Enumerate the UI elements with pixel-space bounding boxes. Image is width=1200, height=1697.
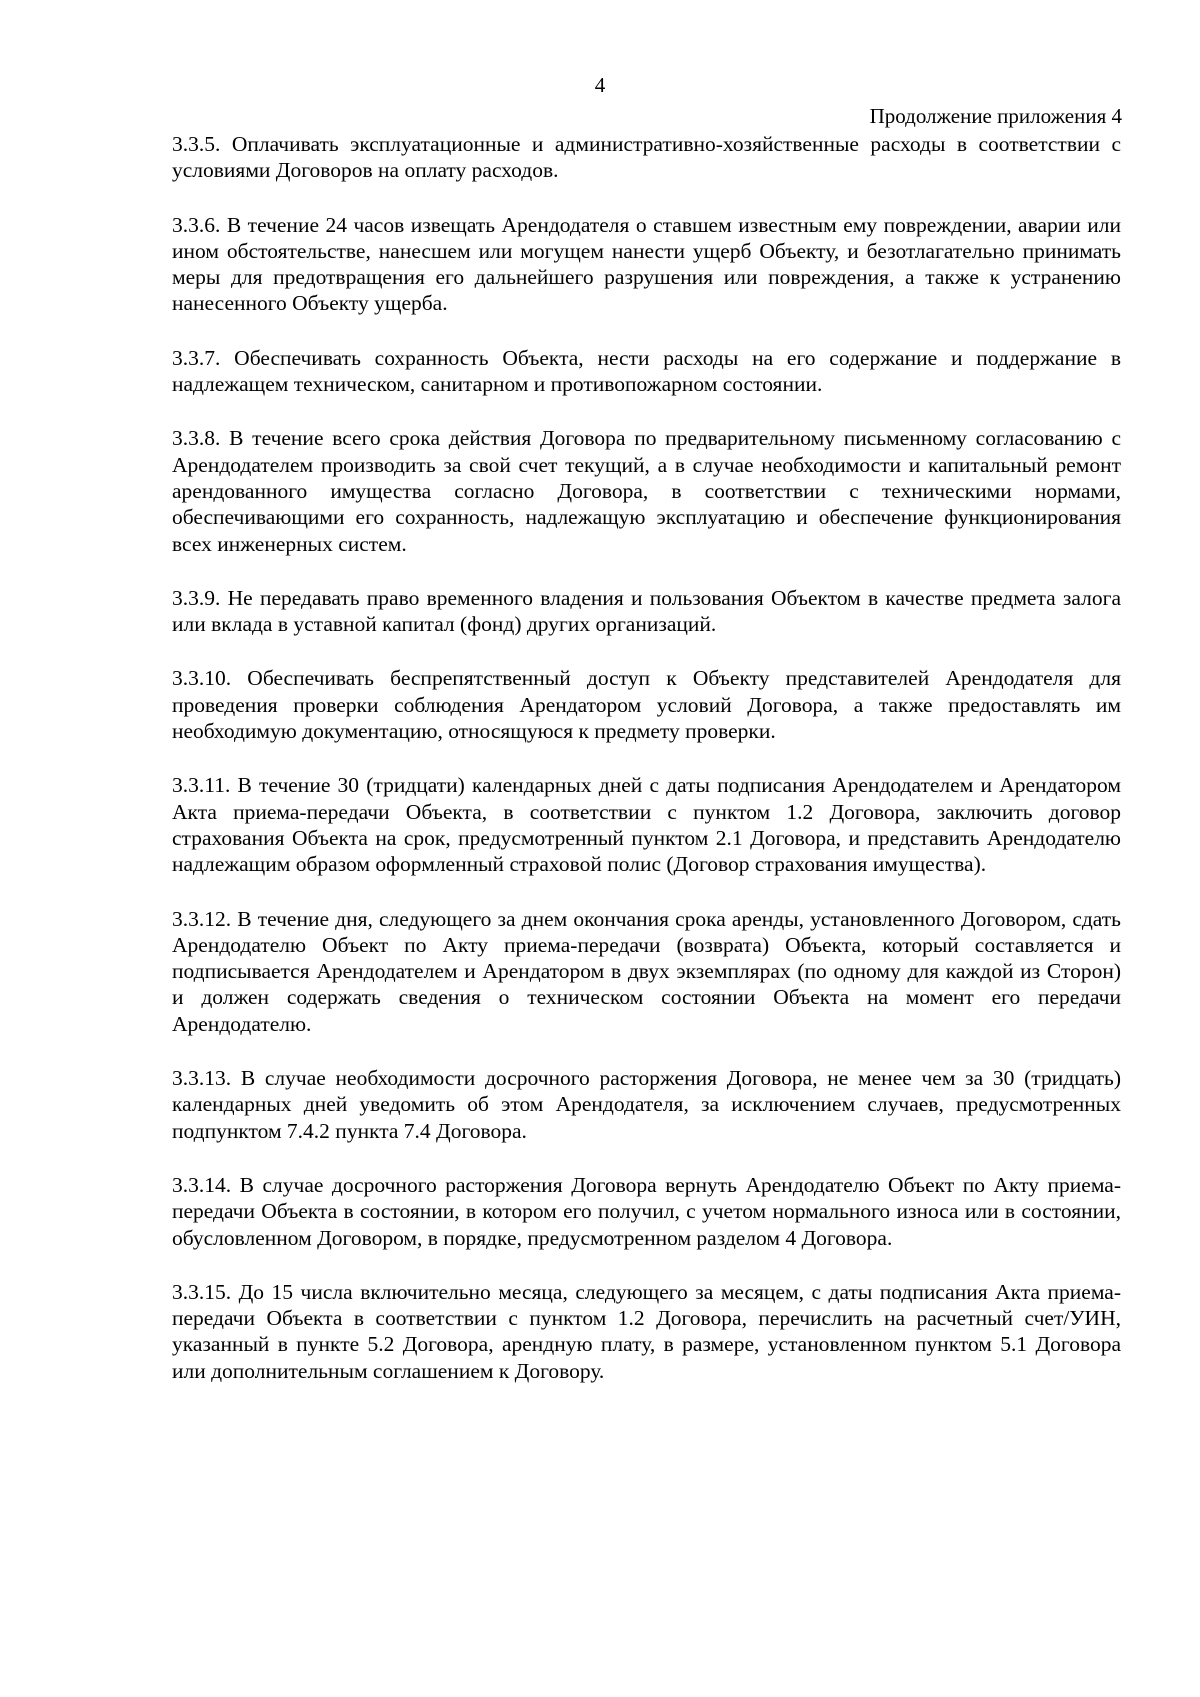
clause-3-3-7: 3.3.7. Обеспечивать сохранность Объекта, нести расходы на его содержание и поддержание в надлежащем техническом, санитарном и противопожарном состоянии. — [172, 345, 1121, 397]
clause-3-3-13: 3.3.13. В случае необходимости досрочного расторжения Договора, не менее чем за 30 (тридцать) календарных дней уведомить об этом Арендодателя, за исключением случаев, предусмотренных подпунктом 7.4.2 пункта 7.4 Договора. — [172, 1066, 1121, 1143]
appendix-note: Продолжение приложения 4 — [869, 104, 1122, 128]
clause-3-3-11: 3.3.11. В течение 30 (тридцати) календарных дней с даты подписания Арендодателем и Арендатором Акта приема-передачи Объекта, в соответствии с пунктом 1.2 Договора, заключить договор страхования Объекта на срок, предусмотренный пунктом 2.1 Договора, и представить Арендодателю надлежащим образом оформленный страховой полис (Договор страхования имущества). — [172, 773, 1121, 877]
clause-3-3-8: 3.3.8. В течение всего срока действия Договора по предварительному письменному согласованию с Арендодателем производить за свой счет текущий, а в случае необходимости и капитальный ремонт арендованного имущества согласно Договора, в соответствии с техническими нормами, обеспечивающими его сохранность, надлежащую эксплуатацию и обеспечение функционирования всех инженерных систем. — [172, 426, 1121, 556]
clause-3-3-5: 3.3.5. Оплачивать эксплуатационные и административно-хозяйственные расходы в соответствии с условиями Договоров на оплату расходов. — [172, 132, 1121, 183]
clause-3-3-9: 3.3.9. Не передавать право временного владения и пользования Объектом в качестве предмета залога или вклада в уставной капитал (фонд) других организаций. — [172, 585, 1121, 637]
document-body — [172, 131, 1121, 1412]
clause-3-3-15: 3.3.15. До 15 числа включительно месяца, следующего за месяцем, с даты подписания Акта приема-передачи Объекта в соответствии с пунктом 1.2 Договора, перечислить на расчетный счет/УИН, указанный в пункте 5.2 Договора, арендную плату, в размере, установленном пунктом 5.1 Договора или дополнительным соглашением к Договору. — [172, 1279, 1121, 1383]
clause-3-3-10: 3.3.10. Обеспечивать беспрепятственный доступ к Объекту представителей Арендодателя для проведения проверки соблюдения Арендатором условий Договора, а также предоставлять им необходимую документацию, относящуюся к предмету проверки. — [172, 666, 1121, 744]
clause-3-3-14: 3.3.14. В случае досрочного расторжения Договора вернуть Арендодателю Объект по Акту приема-передачи Объекта в состоянии, в котором его получил, с учетом нормального износа или в состоянии, обусловленном Договором, в порядке, предусмотренном разделом 4 Договора. — [172, 1172, 1121, 1250]
clause-3-3-12: 3.3.12. В течение дня, следующего за днем окончания срока аренды, установленного Договором, сдать Арендодателю Объект по Акту приема-передачи (возврата) Объекта, который составляется и подписывается Арендодателем и Арендатором в двух экземплярах (по одному для каждой из Сторон) и должен содержать сведения о техническом состоянии Объекта на момент его передачи Арендодателю. — [172, 906, 1121, 1036]
clause-3-3-6: 3.3.6. В течение 24 часов извещать Арендодателя о ставшем известным ему повреждении, аварии или ином обстоятельстве, нанесшем или могущем нанести ущерб Объекту, и безотлагательно принимать меры для предотвращения его дальнейшего разрушения или повреждения, а также к устранению нанесенного Объекту ущерба. — [172, 212, 1121, 316]
page-number: 4 — [594, 73, 606, 97]
